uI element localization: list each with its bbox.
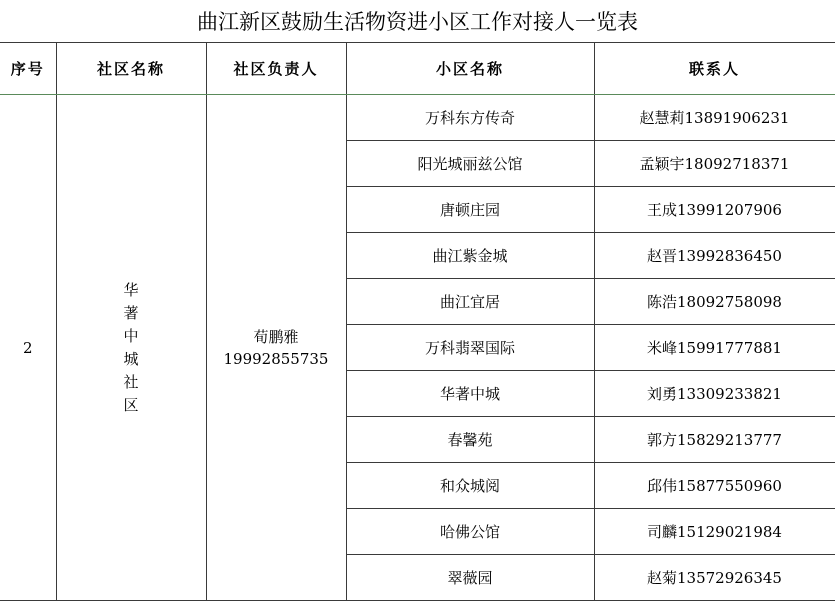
subdistrict-contact: 刘勇13309233821: [594, 371, 835, 417]
subdistrict-name: 唐顿庄园: [346, 187, 594, 233]
subdistrict-name: 阳光城丽兹公馆: [346, 141, 594, 187]
subdistrict-contact: 司麟15129021984: [594, 509, 835, 555]
subdistrict-contact: 邱伟15877550960: [594, 463, 835, 509]
header-index: 序号: [0, 43, 56, 95]
subdistrict-name: 万科翡翠国际: [346, 325, 594, 371]
subdistrict-name: 万科东方传奇: [346, 95, 594, 141]
subdistrict-contact: 郭方15829213777: [594, 417, 835, 463]
header-leader: 社区负责人: [206, 43, 346, 95]
subdistrict-name: 华著中城: [346, 371, 594, 417]
subdistrict-contact: 孟颖宇18092718371: [594, 141, 835, 187]
contact-table: [0, 42, 835, 601]
subdistrict-name: 春馨苑: [346, 417, 594, 463]
subdistrict-contact: 赵菊13572926345: [594, 555, 835, 601]
community-name-cell: [56, 95, 206, 601]
header-row: [0, 43, 835, 95]
leader-phone: 19992855735: [223, 349, 329, 368]
subdistrict-contact: 米峰15991777881: [594, 325, 835, 371]
leader-cell: [206, 95, 346, 601]
subdistrict-contact: 王成13991207906: [594, 187, 835, 233]
subdistrict-contact: 赵晋13992836450: [594, 233, 835, 279]
subdistrict-contact: 陈浩18092758098: [594, 279, 835, 325]
subdistrict-name: 哈佛公馆: [346, 509, 594, 555]
community-name: 华著中城社区: [123, 280, 139, 414]
table-row: [0, 95, 835, 141]
subdistrict-name: 和众城阅: [346, 463, 594, 509]
page-title: 曲江新区鼓励生活物资进小区工作对接人一览表: [197, 10, 638, 34]
row-index: 2: [0, 95, 56, 601]
header-subdistrict: 小区名称: [346, 43, 594, 95]
subdistrict-name: 曲江宜居: [346, 279, 594, 325]
subdistrict-contact: 赵慧莉13891906231: [594, 95, 835, 141]
leader-name: 荀鹏雅: [253, 327, 299, 346]
subdistrict-name: 翠薇园: [346, 555, 594, 601]
header-contact: 联系人: [594, 43, 835, 95]
header-community: 社区名称: [56, 43, 206, 95]
subdistrict-name: 曲江紫金城: [346, 233, 594, 279]
